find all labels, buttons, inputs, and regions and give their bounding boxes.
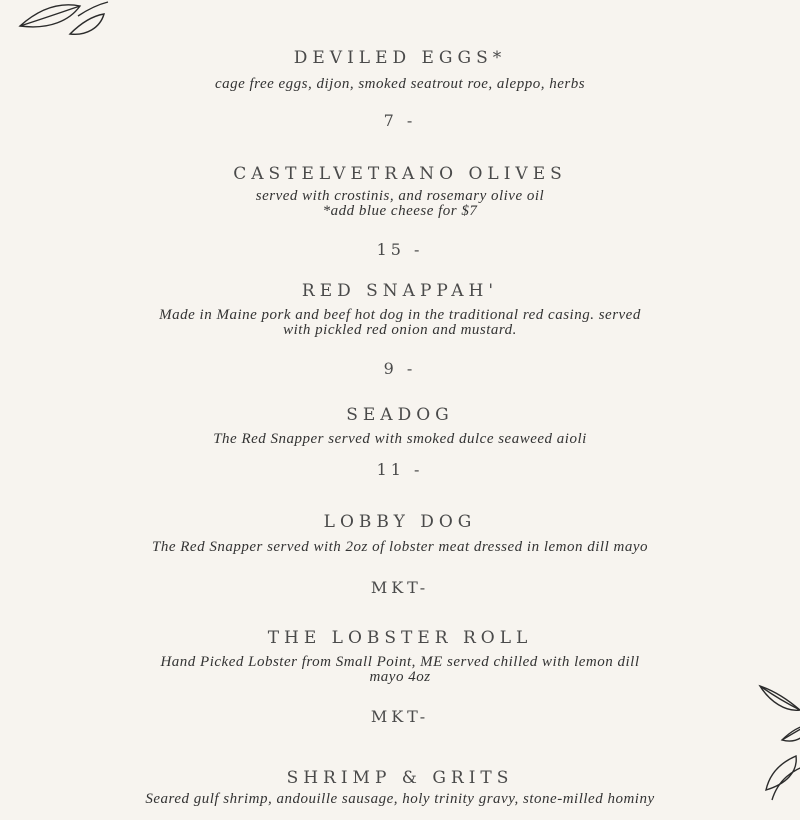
menu-item-price-lobby-dog: MKT-: [370, 578, 430, 597]
menu-item-name-shrimp-grits: SHRIMP & GRITS: [286, 768, 514, 788]
menu-item-price-castelvetrano-olives: 15 -: [376, 240, 424, 259]
menu-item-desc-shrimp-grits: Seared gulf shrimp, andouille sausage, holy trinity gravy, stone-milled hominy: [145, 791, 655, 807]
menu-item-desc-lobster-roll: Hand Picked Lobster from Small Point, ME served chilled with lemon dill mayo 4oz: [160, 654, 640, 685]
menu-item-price-deviled-eggs: 7 -: [383, 111, 417, 130]
menu-item-name-castelvetrano-olives: CASTELVETRANO OLIVES: [233, 164, 567, 184]
menu-item-price-red-snappah: 9 -: [383, 359, 417, 378]
menu-item-price-seadog: 11 -: [376, 460, 424, 479]
menu-item-desc-deviled-eggs: cage free eggs, dijon, smoked seatrout roe, aleppo, herbs: [214, 76, 586, 92]
menu-item-name-red-snappah: RED SNAPPAH': [301, 281, 499, 301]
menu-item-price-lobster-roll: MKT-: [370, 707, 430, 726]
menu-item-desc-red-snappah: Made in Maine pork and beef hot dog in the traditional red casing. served with pickled red onion and mustard.: [159, 307, 641, 338]
menu-item-name-seadog: SEADOG: [346, 405, 454, 425]
menu-item-desc-lobby-dog: The Red Snapper served with 2oz of lobster meat dressed in lemon dill mayo: [152, 539, 648, 555]
menu-item-name-lobby-dog: LOBBY DOG: [323, 512, 477, 532]
menu-item-desc-castelvetrano-olives: served with crostinis, and rosemary olive oil *add blue cheese for $7: [255, 188, 545, 219]
menu-item-name-deviled-eggs: DEVILED EGGS*: [293, 48, 507, 68]
menu-item-desc-seadog: The Red Snapper served with smoked dulce seaweed aioli: [213, 431, 587, 447]
menu-item-name-lobster-roll: THE LOBSTER ROLL: [267, 628, 533, 648]
